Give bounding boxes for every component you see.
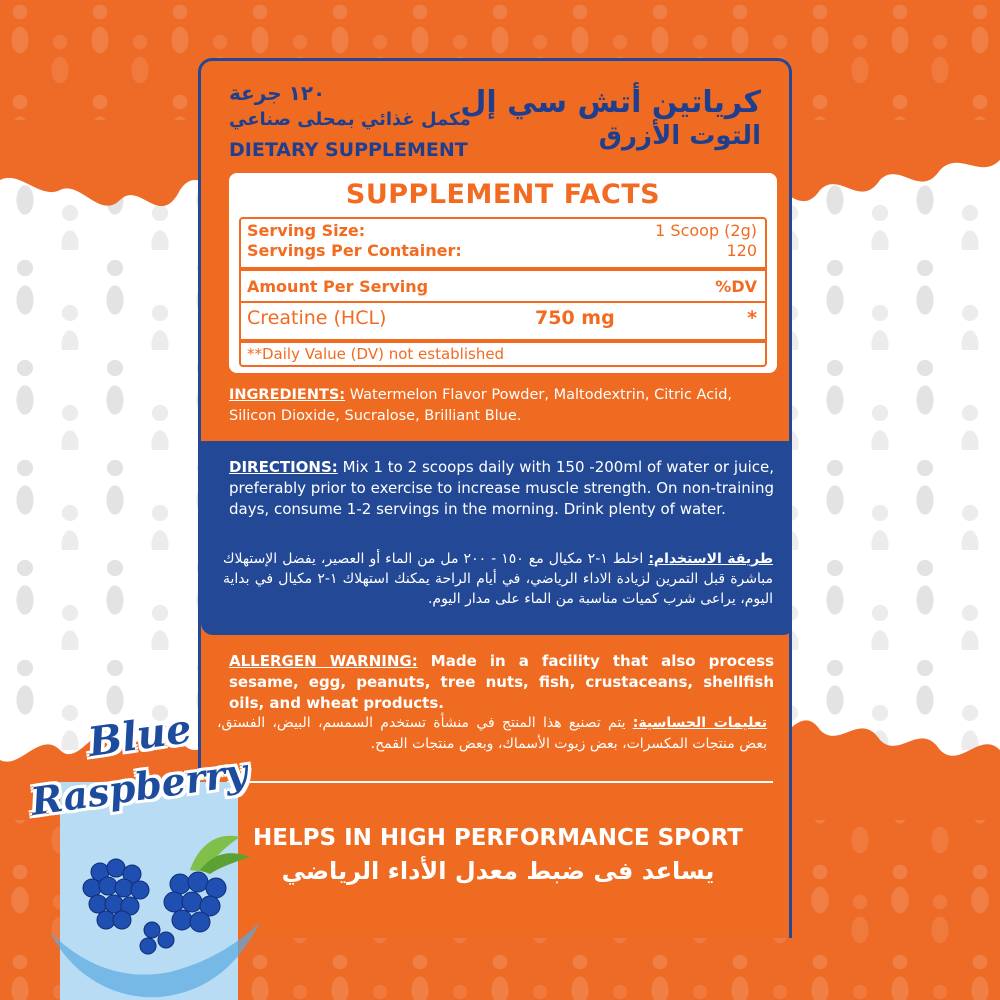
directions-panel [201, 441, 792, 635]
supplement-facts-title: SUPPLEMENT FACTS [345, 179, 661, 210]
ingredient-amount: 750 mg [535, 307, 615, 329]
directions-label-arabic: طريقة الاستخدام: [648, 551, 774, 567]
tagline-english: HELPS IN HIGH PERFORMANCE SPORT [253, 825, 743, 851]
facts-divider-thin [241, 301, 765, 303]
dv-label: %DV [715, 277, 757, 296]
directions-arabic [223, 549, 773, 609]
amount-per-serving-row [247, 277, 757, 296]
flavor-badge-line2: Raspberry [27, 749, 250, 824]
dietary-supplement-title: DIETARY SUPPLEMENT [229, 139, 468, 161]
allergen-text-arabic: يتم تصنيع هذا المنتج في منشأة تستخدم السمسم، البيض، الفستق، بعض منتجات المكسرات، بعض زيوت الأسماك، وبعض منتجات القمح. [217, 715, 767, 752]
allergen-english [229, 651, 774, 714]
allergen-text: Made in a facility that also process sesame, egg, peanuts, tree nuts, fish, crustaceans, shellfish oils, and wheat products. [229, 652, 774, 712]
blue-raspberry-illustration [40, 812, 270, 1000]
allergen-arabic [217, 713, 767, 755]
allergen-label: ALLERGEN WARNING: [229, 652, 418, 670]
ingredient-name: Creatine (HCL) [247, 307, 387, 329]
supplement-facts-table [239, 217, 767, 367]
section-divider [227, 781, 773, 783]
servings-per-container-row [247, 241, 757, 260]
directions-text: Mix 1 to 2 scoops daily with 150 -200ml of water or juice, preferably prior to exercise to increase muscle strength. On non-training days, consume 1-2 servings in the morning. Drink plenty of water. [229, 458, 774, 518]
serving-size-value: 1 Scoop (2g) [655, 221, 757, 240]
servings-arabic: ١٢٠ جرعة [229, 81, 326, 105]
dv-footnote: **Daily Value (DV) not established [247, 345, 505, 363]
ingredients-text [229, 385, 777, 427]
ingredient-row [247, 307, 757, 329]
flavor-badge-line1: Blue [85, 705, 195, 766]
product-label-panel [198, 58, 792, 938]
facts-divider-bottom [241, 339, 765, 343]
ingredient-dv: * [747, 307, 757, 329]
amount-per-serving-label: Amount Per Serving [247, 277, 429, 296]
directions-text-arabic: اخلط ١-٢ مكيال مع ١٥٠ - ٢٠٠ مل من الماء أو العصير، يفضل الإستهلاك مباشرة قبل التمرين لزيادة الاداء الرياضي، في أيام الراحة يمكنك استهلاك ١-٢ مكيال في بداية اليوم، يراعى شرب كميات مناسبة من الماء على مدار اليوم. [223, 551, 773, 607]
supplement-arabic: مكمل غذائي بمحلى صناعي [229, 109, 471, 130]
ingredients-list: Watermelon Flavor Powder, Maltodextrin, Citric Acid, Silicon Dioxide, Sucralose, Brilliant Blue. [229, 387, 733, 424]
servings-per-container-label: Servings Per Container: [247, 241, 462, 260]
allergen-label-arabic: تعليمات الحساسية: [632, 715, 767, 731]
serving-size-row [247, 221, 757, 240]
directions-label: DIRECTIONS: [229, 458, 338, 476]
servings-per-container-value: 120 [726, 241, 757, 260]
flavor-name-arabic: التوت الأزرق [598, 121, 761, 151]
serving-size-label: Serving Size: [247, 221, 366, 240]
facts-divider-thick [241, 267, 765, 271]
ingredients-label: INGREDIENTS: [229, 387, 346, 403]
supplement-facts-box [229, 173, 777, 373]
tagline-arabic: يساعد فى ضبط معدل الأداء الرياضي [281, 857, 715, 885]
product-name-arabic: كرياتين أتش سي إل [460, 85, 761, 120]
directions-english [229, 457, 774, 520]
